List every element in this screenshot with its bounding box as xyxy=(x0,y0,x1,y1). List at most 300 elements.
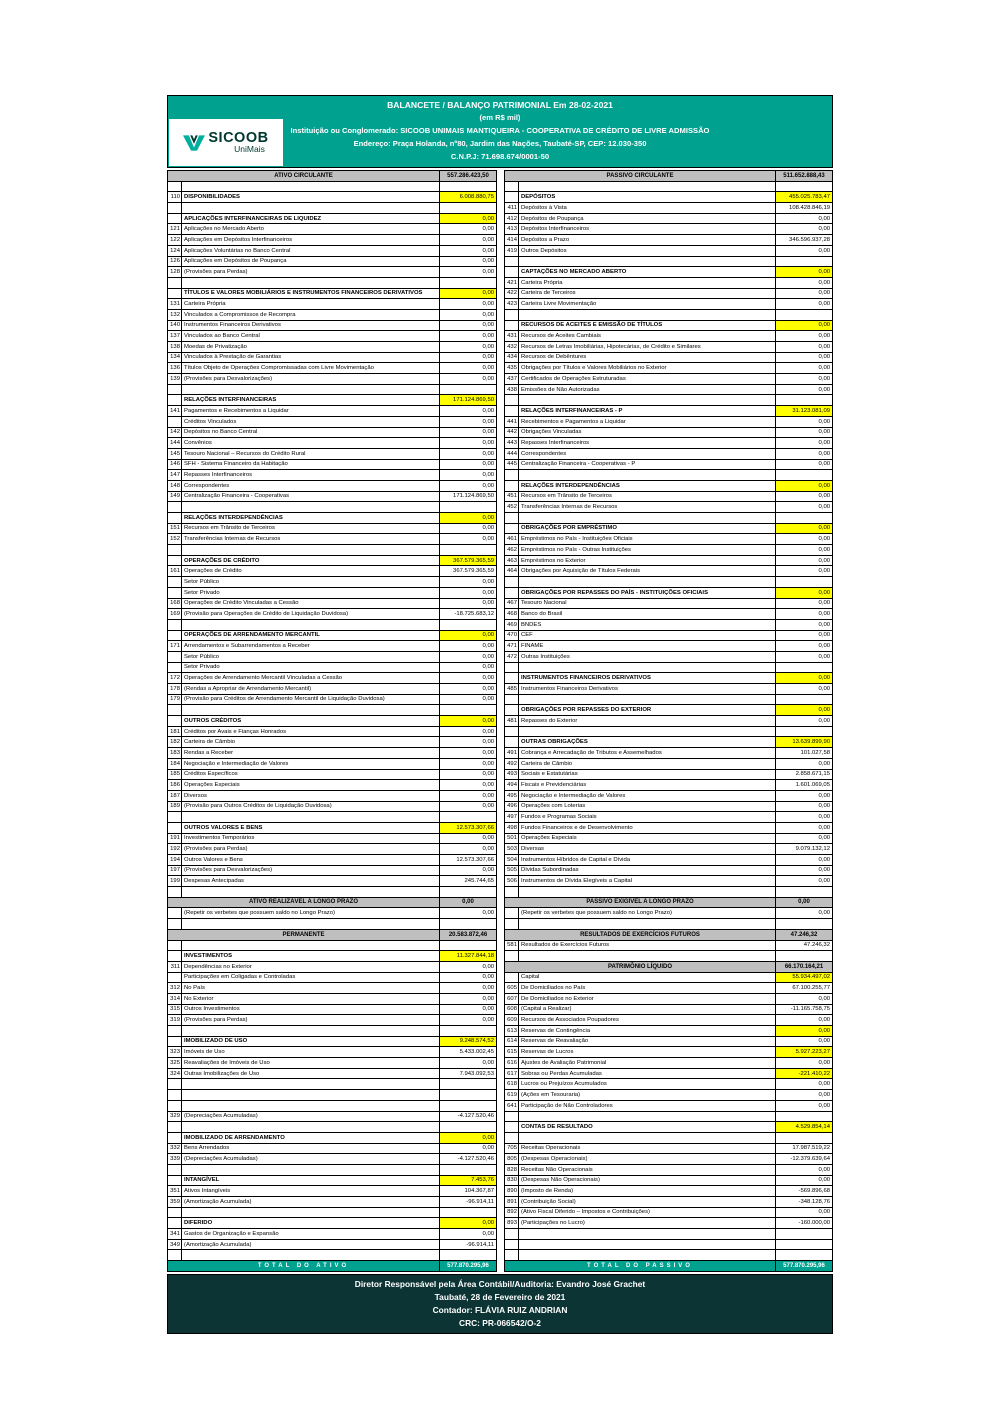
row-code: 132 xyxy=(168,309,182,320)
table-row xyxy=(505,961,833,972)
row-val: 0,00 xyxy=(776,865,833,876)
sicoob-logo xyxy=(169,119,283,166)
row-code xyxy=(505,1111,519,1122)
row-lbl: (Imposto de Renda) xyxy=(519,1186,776,1197)
table-row xyxy=(168,363,497,374)
row-lbl: Resultados de Exercícios Futuros xyxy=(519,940,776,951)
row-val: 6.008.880,75 xyxy=(440,192,497,203)
table-row xyxy=(505,245,833,256)
row-val xyxy=(440,1079,497,1090)
table-row xyxy=(168,523,497,534)
row-val xyxy=(440,545,497,556)
table-row xyxy=(505,309,833,320)
row-val: 104.367,87 xyxy=(440,1186,497,1197)
row-code: 151 xyxy=(168,523,182,534)
table-row xyxy=(168,833,497,844)
row-lbl: (Provisão para Operações de Crédito de Liquidação Duvidosa) xyxy=(182,609,440,620)
row-code: 137 xyxy=(168,331,182,342)
row-val: 0,00 xyxy=(776,598,833,609)
row-val: -12.379.639,64 xyxy=(776,1154,833,1165)
row-lbl: INVESTIMENTOS xyxy=(182,951,440,962)
table-row xyxy=(505,448,833,459)
row-code: 315 xyxy=(168,1004,182,1015)
row-lbl xyxy=(519,577,776,588)
row-code xyxy=(168,822,182,833)
row-val: 0,00 xyxy=(776,374,833,385)
row-lbl: FINAME xyxy=(519,641,776,652)
row-val: -569.896,68 xyxy=(776,1186,833,1197)
row-val: 0,00 xyxy=(776,1164,833,1175)
row-lbl xyxy=(519,309,776,320)
row-code xyxy=(168,908,182,919)
table-row xyxy=(505,577,833,588)
row-val xyxy=(776,1111,833,1122)
row-lbl: Créditos por Avais e Fianças Honrados xyxy=(182,726,440,737)
row-lbl: Aplicações no Mercado Aberto xyxy=(182,224,440,235)
row-val: 0,00 xyxy=(776,758,833,769)
table-row xyxy=(168,865,497,876)
row-code: 122 xyxy=(168,235,182,246)
row-lbl: Lucros ou Prejuízos Acumulados xyxy=(519,1079,776,1090)
row-val: 0,00 xyxy=(776,855,833,866)
table-row xyxy=(505,887,833,898)
row-lbl: Recursos de Associados Poupadores xyxy=(519,1015,776,1026)
row-lbl: SFH - Sistema Financeiro da Habitação xyxy=(182,459,440,470)
row-code xyxy=(505,662,519,673)
row-code xyxy=(168,651,182,662)
row-lbl: Outras Instituições xyxy=(519,651,776,662)
row-lbl: Dependências no Exterior xyxy=(182,961,440,972)
row-code xyxy=(168,502,182,513)
row-code: 128 xyxy=(168,267,182,278)
table-row xyxy=(168,790,497,801)
table-row xyxy=(505,630,833,641)
row-lbl xyxy=(519,181,776,192)
row-val: 1.601.069,05 xyxy=(776,780,833,791)
table-row xyxy=(168,1207,497,1218)
row-val: 0,00 xyxy=(776,630,833,641)
row-lbl: RELAÇÕES INTERDEPENDÊNCIAS xyxy=(182,513,440,524)
row-val: 0,00 xyxy=(776,716,833,727)
row-val xyxy=(440,203,497,214)
row-code xyxy=(168,630,182,641)
row-lbl xyxy=(519,694,776,705)
row-val: -96.914,11 xyxy=(440,1239,497,1250)
row-lbl xyxy=(182,1164,440,1175)
row-lbl: (Rendas a Apropriar de Arrendamento Mercantil) xyxy=(182,684,440,695)
table-row xyxy=(505,342,833,353)
row-code: 616 xyxy=(505,1058,519,1069)
row-val: 0,00 xyxy=(776,427,833,438)
row-lbl: Emissões de Não Autorizadas xyxy=(519,384,776,395)
row-lbl: DISPONIBILIDADES xyxy=(182,192,440,203)
row-val: 7.453,76 xyxy=(440,1175,497,1186)
table-row xyxy=(505,480,833,491)
row-lbl: Fundos e Programas Sociais xyxy=(519,812,776,823)
row-code xyxy=(505,513,519,524)
row-val: 0,00 xyxy=(440,320,497,331)
row-lbl: Títulos Objeto de Operações Compromissadas com Livre Movimentação xyxy=(182,363,440,374)
row-val: 0,00 xyxy=(440,897,497,908)
row-code xyxy=(168,545,182,556)
table-row xyxy=(168,331,497,342)
row-val: 0,00 xyxy=(440,790,497,801)
row-lbl xyxy=(182,1100,440,1111)
row-code: 468 xyxy=(505,609,519,620)
table-row xyxy=(505,545,833,556)
row-val: 0,00 xyxy=(440,641,497,652)
row-val xyxy=(776,919,833,930)
row-val: 0,00 xyxy=(776,384,833,395)
row-lbl: Operações Especiais xyxy=(519,833,776,844)
row-val: 0,00 xyxy=(776,267,833,278)
row-val: 0,00 xyxy=(776,1079,833,1090)
table-row xyxy=(168,993,497,1004)
row-lbl: OPERAÇÕES DE CRÉDITO xyxy=(182,555,440,566)
row-val: 0,00 xyxy=(440,513,497,524)
row-val: 0,00 xyxy=(440,448,497,459)
row-code: 134 xyxy=(168,352,182,363)
row-lbl: RELAÇÕES INTERFINANCEIRAS xyxy=(182,395,440,406)
row-code xyxy=(168,1090,182,1101)
table-row xyxy=(168,780,497,791)
row-code: 312 xyxy=(168,983,182,994)
table-row xyxy=(168,705,497,716)
row-val xyxy=(776,256,833,267)
table-row xyxy=(168,406,497,417)
row-code: 503 xyxy=(505,844,519,855)
row-code xyxy=(505,726,519,737)
row-val xyxy=(440,502,497,513)
table-row xyxy=(505,876,833,887)
table-row xyxy=(505,320,833,331)
row-code xyxy=(505,951,519,962)
row-code: 472 xyxy=(505,651,519,662)
row-val: 0,00 xyxy=(776,993,833,1004)
row-lbl: (Amortização Acumulada) xyxy=(182,1197,440,1208)
row-val xyxy=(440,1026,497,1037)
row-val xyxy=(440,1250,497,1261)
table-row xyxy=(505,192,833,203)
row-lbl: CONTAS DE RESULTADO xyxy=(519,1122,776,1133)
row-val: 31.123.081,09 xyxy=(776,406,833,417)
table-row xyxy=(505,694,833,705)
row-lbl xyxy=(519,726,776,737)
row-code: 319 xyxy=(168,1015,182,1026)
table-row xyxy=(505,641,833,652)
row-val xyxy=(440,181,497,192)
row-val: 0,00 xyxy=(776,245,833,256)
table-row xyxy=(168,1218,497,1229)
row-lbl: (Provisões para Desvalorizações) xyxy=(182,374,440,385)
table-row xyxy=(505,224,833,235)
footer-crc-line: CRC: PR-066542/O-2 xyxy=(459,1317,541,1328)
table-row xyxy=(505,288,833,299)
row-lbl: BNDES xyxy=(519,619,776,630)
table-row xyxy=(168,940,497,951)
row-val: 0,00 xyxy=(776,534,833,545)
table-row xyxy=(168,427,497,438)
row-lbl: Fiscais e Previdenciárias xyxy=(519,780,776,791)
table-row xyxy=(168,256,497,267)
row-val xyxy=(440,384,497,395)
row-val: 0,00 xyxy=(440,374,497,385)
row-lbl: Reservas de Contingência xyxy=(519,1026,776,1037)
row-val: 0,00 xyxy=(440,694,497,705)
table-row xyxy=(505,865,833,876)
row-code xyxy=(505,908,519,919)
row-lbl: PERMANENTE xyxy=(168,929,440,940)
row-code xyxy=(168,384,182,395)
row-val: 0,00 xyxy=(776,1036,833,1047)
table-row xyxy=(505,395,833,406)
row-lbl xyxy=(182,203,440,214)
row-val xyxy=(776,513,833,524)
row-code: 183 xyxy=(168,748,182,759)
row-lbl: OUTROS VALORES E BENS xyxy=(182,822,440,833)
row-val: 0,00 xyxy=(776,299,833,310)
row-lbl: Recursos em Trânsito de Terceiros xyxy=(519,491,776,502)
table-row xyxy=(505,705,833,716)
row-lbl: (Repetir os verbetes que possuem saldo no Longo Prazo) xyxy=(182,908,440,919)
row-val: 0,00 xyxy=(776,213,833,224)
row-code: 615 xyxy=(505,1047,519,1058)
table-row xyxy=(505,523,833,534)
row-code xyxy=(505,887,519,898)
table-row xyxy=(505,780,833,791)
row-val: 0,00 xyxy=(440,331,497,342)
row-lbl: Recursos de Aceites Cambiais xyxy=(519,331,776,342)
row-val: 0,00 xyxy=(776,224,833,235)
row-code: 139 xyxy=(168,374,182,385)
row-lbl: TÍTULOS E VALORES MOBILIÁRIOS E INSTRUMENTOS FINANCEIROS DERIVATIVOS xyxy=(182,288,440,299)
row-lbl: Setor Privado xyxy=(182,662,440,673)
footer-date-line: Taubaté, 28 de Fevereiro de 2021 xyxy=(434,1291,566,1302)
table-row xyxy=(168,1164,497,1175)
row-val: 511.652.888,43 xyxy=(776,171,833,182)
table-row xyxy=(168,374,497,385)
table-row xyxy=(505,491,833,502)
row-code xyxy=(168,577,182,588)
row-lbl: Operações com Loterias xyxy=(519,801,776,812)
row-lbl: Reservas de Reavaliação xyxy=(519,1036,776,1047)
row-code: 149 xyxy=(168,491,182,502)
table-row xyxy=(505,598,833,609)
row-val: 0,00 xyxy=(440,1218,497,1229)
row-lbl: Empréstimos no Exterior xyxy=(519,555,776,566)
row-lbl: Operações de Crédito Vinculadas a Cessão xyxy=(182,598,440,609)
row-val: 47.246,32 xyxy=(776,940,833,951)
row-val: 0,00 xyxy=(440,267,497,278)
row-lbl: Carteira de Câmbio xyxy=(182,737,440,748)
row-val: 0,00 xyxy=(776,555,833,566)
row-val: 5.433.002,45 xyxy=(440,1047,497,1058)
table-row xyxy=(505,1004,833,1015)
table-row xyxy=(505,1026,833,1037)
row-val xyxy=(440,705,497,716)
cnpj-line: C.N.P.J: 71.698.674/0001-50 xyxy=(450,152,550,161)
row-code: 607 xyxy=(505,993,519,1004)
table-row xyxy=(168,737,497,748)
row-val: 0,00 xyxy=(440,342,497,353)
row-code: 329 xyxy=(168,1111,182,1122)
row-code: 178 xyxy=(168,684,182,695)
row-lbl: (Repetir os verbetes que possuem saldo no Longo Prazo) xyxy=(519,908,776,919)
row-lbl: Instrumentos de Dívida Elegíveis a Capital xyxy=(519,876,776,887)
row-code xyxy=(505,523,519,534)
row-code: 171 xyxy=(168,641,182,652)
row-code: 434 xyxy=(505,352,519,363)
row-code xyxy=(505,673,519,684)
table-row xyxy=(505,566,833,577)
row-lbl: RELAÇÕES INTERFINANCEIRAS - P xyxy=(519,406,776,417)
row-val xyxy=(776,662,833,673)
row-val: 0,00 xyxy=(776,651,833,662)
table-row xyxy=(168,1090,497,1101)
row-code: 414 xyxy=(505,235,519,246)
row-lbl: (Despesas Operacionais) xyxy=(519,1154,776,1165)
row-code: 421 xyxy=(505,277,519,288)
row-lbl: PASSIVO EXIGÍVEL A LONGO PRAZO xyxy=(505,897,776,908)
row-lbl xyxy=(182,1122,440,1133)
row-lbl: Carteira de Câmbio xyxy=(519,758,776,769)
row-lbl: Transferências Internas de Recursos xyxy=(182,534,440,545)
row-code: 618 xyxy=(505,1079,519,1090)
row-code xyxy=(168,1122,182,1133)
row-code: 891 xyxy=(505,1197,519,1208)
balance-sheet-document xyxy=(167,95,833,1334)
row-lbl: TOTAL DO ATIVO xyxy=(168,1261,440,1272)
row-val xyxy=(776,181,833,192)
row-val xyxy=(776,887,833,898)
table-row xyxy=(505,822,833,833)
table-row xyxy=(168,1015,497,1026)
row-lbl: Imóveis de Uso xyxy=(182,1047,440,1058)
currency-unit-label: (em R$ mil) xyxy=(479,113,521,122)
row-lbl: Operações de Crédito xyxy=(182,566,440,577)
row-lbl xyxy=(519,1111,776,1122)
row-val: 9.248.574,52 xyxy=(440,1036,497,1047)
table-row xyxy=(168,844,497,855)
row-code: 498 xyxy=(505,822,519,833)
row-code xyxy=(505,395,519,406)
row-code xyxy=(168,812,182,823)
row-lbl: OUTRAS OBRIGAÇÕES xyxy=(519,737,776,748)
row-lbl xyxy=(182,1079,440,1090)
row-val: 0,00 xyxy=(776,352,833,363)
table-row xyxy=(505,470,833,481)
row-val: 0,00 xyxy=(776,459,833,470)
table-row xyxy=(505,609,833,620)
row-lbl: Centralização Financeira - Cooperativas xyxy=(182,491,440,502)
row-lbl: Ajustes de Avaliação Patrimonial xyxy=(519,1058,776,1069)
row-code: 197 xyxy=(168,865,182,876)
row-val: 0,00 xyxy=(440,748,497,759)
row-lbl: Certificados de Operações Estruturadas xyxy=(519,374,776,385)
row-lbl: Tesouro Nacional – Recursos do Crédito Rural xyxy=(182,448,440,459)
row-code: 187 xyxy=(168,790,182,801)
row-val: 0,00 xyxy=(440,662,497,673)
table-row xyxy=(168,726,497,737)
row-val: -4.127.520,46 xyxy=(440,1111,497,1122)
row-code: 608 xyxy=(505,1004,519,1015)
row-val: 171.124.869,50 xyxy=(440,395,497,406)
row-lbl: Dívidas Subordinadas xyxy=(519,865,776,876)
row-lbl: Setor Privado xyxy=(182,587,440,598)
row-lbl: Bens Arrendados xyxy=(182,1143,440,1154)
table-row xyxy=(505,267,833,278)
table-row xyxy=(505,716,833,727)
row-lbl: Depósitos de Poupança xyxy=(519,213,776,224)
table-row xyxy=(505,203,833,214)
row-code xyxy=(168,1218,182,1229)
row-code: 423 xyxy=(505,299,519,310)
table-row xyxy=(505,1261,833,1272)
table-row xyxy=(168,684,497,695)
table-row xyxy=(505,299,833,310)
row-val: -11.165.758,75 xyxy=(776,1004,833,1015)
row-lbl: (Provisões para Perdas) xyxy=(182,267,440,278)
table-row xyxy=(505,662,833,673)
row-val xyxy=(440,1090,497,1101)
row-val: -4.127.520,46 xyxy=(440,1154,497,1165)
row-lbl: Vinculados ao Banco Central xyxy=(182,331,440,342)
table-row xyxy=(505,1015,833,1026)
row-val: 0,00 xyxy=(776,331,833,342)
row-lbl: Setor Público xyxy=(182,651,440,662)
table-row xyxy=(505,951,833,962)
document-header xyxy=(167,95,833,168)
table-row xyxy=(168,1154,497,1165)
row-code xyxy=(168,1207,182,1218)
row-lbl: PASSIVO CIRCULANTE xyxy=(505,171,776,182)
row-lbl: De Domiciliados no País xyxy=(519,983,776,994)
row-code: 828 xyxy=(505,1164,519,1175)
row-val: 0,00 xyxy=(440,716,497,727)
row-lbl: Recursos de Letras Imobiliárias, Hipotecárias, de Crédito e Similares xyxy=(519,342,776,353)
row-code: 121 xyxy=(168,224,182,235)
table-row xyxy=(168,1058,497,1069)
row-lbl: Rendas a Receber xyxy=(182,748,440,759)
row-val: 0,00 xyxy=(440,908,497,919)
row-lbl xyxy=(519,919,776,930)
row-code: 324 xyxy=(168,1068,182,1079)
row-val: 0,00 xyxy=(776,1175,833,1186)
row-val: 0,00 xyxy=(440,1015,497,1026)
row-code xyxy=(168,513,182,524)
row-lbl: (Provisões para Perdas) xyxy=(182,844,440,855)
table-row xyxy=(505,769,833,780)
row-code: 830 xyxy=(505,1175,519,1186)
table-row xyxy=(505,972,833,983)
table-row xyxy=(168,876,497,887)
table-row xyxy=(168,855,497,866)
row-code: 705 xyxy=(505,1143,519,1154)
table-row xyxy=(505,684,833,695)
table-row xyxy=(168,587,497,598)
row-val: 0,00 xyxy=(776,566,833,577)
table-row xyxy=(505,459,833,470)
row-code: 136 xyxy=(168,363,182,374)
table-row xyxy=(505,651,833,662)
row-code: 805 xyxy=(505,1154,519,1165)
row-lbl: Centralização Financeira - Cooperativas - P xyxy=(519,459,776,470)
row-lbl: OBRIGAÇÕES POR EMPRÉSTIMO xyxy=(519,523,776,534)
row-val xyxy=(440,1122,497,1133)
row-code: 471 xyxy=(505,641,519,652)
row-code xyxy=(168,288,182,299)
row-code: 506 xyxy=(505,876,519,887)
